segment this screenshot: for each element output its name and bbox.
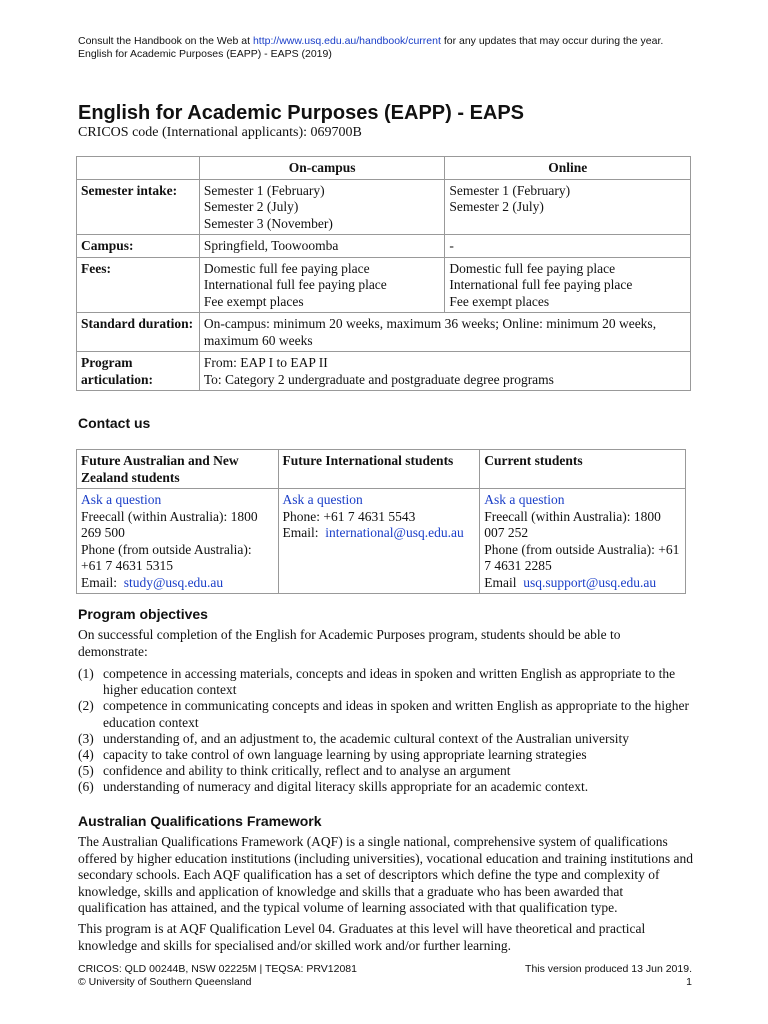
contact-heading: Contact us <box>78 415 151 431</box>
fee-item: Domestic full fee paying place <box>203 260 370 276</box>
item-text: competence in accessing materials, concepts and ideas in spoken and written English as appropriate to the higher education context <box>103 666 676 698</box>
fees-on-campus <box>199 257 445 313</box>
list-item <box>78 666 690 698</box>
freecall-text: Freecall (within Australia): 1800 269 500 <box>81 508 258 540</box>
table-header-row <box>77 157 691 180</box>
email-link[interactable]: international@usq.edu.au <box>325 525 464 540</box>
email-line <box>283 525 476 542</box>
item-text: capacity to take control of own language learning by using appropriate learning strategies <box>103 747 587 763</box>
table-row-articulation <box>77 352 691 391</box>
fees-online <box>445 257 691 313</box>
ask-question-link[interactable]: Ask a question <box>282 492 363 507</box>
footer-copyright: © University of Southern Queensland <box>78 975 252 988</box>
articulation-value <box>199 352 690 391</box>
row-label-duration: Standard duration: <box>77 313 200 352</box>
row-label-semester: Semester intake: <box>77 179 200 235</box>
contact-table <box>76 449 686 594</box>
handbook-link[interactable]: http://www.usq.edu.au/handbook/current <box>252 35 441 47</box>
empty-header-cell <box>77 157 200 180</box>
item-number: (3) <box>78 730 94 746</box>
email-link[interactable]: study@usq.edu.au <box>123 574 224 590</box>
item-number: (4) <box>78 747 94 763</box>
fee-item: Fee exempt places <box>449 293 550 309</box>
email-link[interactable]: usq.support@usq.edu.au <box>523 574 657 590</box>
articulation-from: From: EAP I to EAP II <box>203 355 328 370</box>
contact-col-current: Current students <box>480 450 686 489</box>
email-line <box>484 575 681 592</box>
aqf-paragraph-2: This program is at AQF Qualification Level 04. Graduates at this level will have theoretical and practical knowledge and skills for specialised and/or skilled work and/or further learning. <box>78 921 646 953</box>
semester-item: Semester 2 (July) <box>203 199 299 214</box>
cricos-code: CRICOS code (International applicants): 069700B <box>78 125 362 140</box>
col-header-on-campus: On-campus <box>199 157 445 180</box>
semester-item: Semester 1 (February) <box>203 182 325 198</box>
semester-online <box>445 179 691 235</box>
aqf-paragraph-1: The Australian Qualifications Framework (AQF) is a single national, comprehensive system of qualifications offered by higher education institutions (including universities), vocational education and training institutions and secondary schools. Each AQF qualification has a set of descriptors which define the type and complexity of knowledge, skills and application of knowledge and skills that a graduate who has been awarded that qualification has attained, and the typical volume of learning associated with that qualification type. <box>78 834 693 915</box>
footer-cricos: CRICOS: QLD 00244B, NSW 02225M | TEQSA: PRV12081 <box>78 963 357 975</box>
freecall-text: Freecall (within Australia): 1800 007 252 <box>484 508 661 540</box>
email-label: Email: <box>282 525 319 540</box>
table-row-fees <box>77 257 691 313</box>
page-title: English for Academic Purposes (EAPP) - EAPS <box>78 102 525 124</box>
semester-item: Semester 1 (February) <box>449 182 571 198</box>
item-text: understanding of, and an adjustment to, the academic cultural context of the Australian university <box>103 730 629 746</box>
item-text: competence in communicating concepts and ideas in spoken and written English as appropriate to the higher education context <box>103 698 689 730</box>
ask-question-link[interactable]: Ask a question <box>484 492 565 507</box>
footer-produced: This version produced 13 Jun 2019. <box>525 963 692 975</box>
phone-text: Phone: +61 7 4631 5543 <box>282 508 416 524</box>
table-row-campus <box>77 235 691 258</box>
articulation-to: To: Category 2 undergraduate and postgraduate degree programs <box>203 371 554 387</box>
contact-col-domestic: Future Australian and New Zealand students <box>77 450 279 489</box>
row-label-fees: Fees: <box>77 257 200 313</box>
list-item <box>78 763 690 779</box>
item-number: (5) <box>78 763 94 779</box>
row-label-campus: Campus: <box>77 235 200 258</box>
ask-question-link[interactable]: Ask a question <box>81 492 162 507</box>
item-number: (6) <box>78 779 94 795</box>
fee-item: Domestic full fee paying place <box>449 260 616 276</box>
contact-header-row <box>77 450 686 489</box>
row-label-articulation <box>77 352 200 391</box>
contact-domestic-cell <box>77 489 279 594</box>
footer-right <box>525 963 692 988</box>
semester-on-campus <box>199 179 445 235</box>
footer-left <box>78 963 357 988</box>
phone-text: Phone (from outside Australia): +61 7 4631 5315 <box>81 541 252 573</box>
item-number: (1) <box>78 666 94 681</box>
aqf-heading: Australian Qualifications Framework <box>78 813 322 829</box>
item-text: confidence and ability to think critically, reflect and to analyse an argument <box>103 763 511 779</box>
list-item <box>78 779 690 795</box>
contact-details-row <box>77 489 686 594</box>
page-header <box>78 35 663 61</box>
fee-item: International full fee paying place <box>449 277 633 292</box>
contact-current-cell <box>480 489 686 594</box>
table-row-duration <box>77 313 691 352</box>
contact-international-cell <box>278 489 480 594</box>
articulation-label-line: articulation: <box>81 371 153 387</box>
semester-item: Semester 3 (November) <box>203 215 333 231</box>
table-row-semester <box>77 179 691 235</box>
item-number: (2) <box>78 698 94 714</box>
list-item <box>78 731 690 747</box>
contact-col-international: Future International students <box>278 450 480 489</box>
email-label: Email: <box>81 574 117 590</box>
campus-online: - <box>445 235 691 258</box>
consult-line <box>78 35 663 48</box>
email-line <box>81 575 274 592</box>
header-subtitle: English for Academic Purposes (EAPP) - EAPS (2019) <box>78 48 332 60</box>
consult-suffix: for any updates that may occur during the year. <box>443 35 664 47</box>
list-item <box>78 747 690 763</box>
articulation-label-line: Program <box>81 355 133 370</box>
consult-prefix: Consult the Handbook on the Web at <box>78 35 251 47</box>
campus-on-campus: Springfield, Toowoomba <box>199 235 445 258</box>
objectives-heading: Program objectives <box>78 606 208 622</box>
phone-text: Phone (from outside Australia): +61 7 4631 2285 <box>484 541 680 573</box>
page-number: 1 <box>686 975 692 988</box>
objectives-list <box>78 666 690 796</box>
col-header-online: Online <box>445 157 691 180</box>
fee-item: Fee exempt places <box>203 293 304 309</box>
email-label: Email <box>484 574 517 590</box>
program-details-table <box>76 156 691 391</box>
list-item <box>78 698 690 730</box>
item-text: understanding of numeracy and digital literacy skills appropriate for an academic context. <box>103 779 589 795</box>
semester-item: Semester 2 (July) <box>449 199 544 214</box>
fee-item: International full fee paying place <box>203 277 387 292</box>
objectives-intro: On successful completion of the English for Academic Purposes program, students should be able to demonstrate: <box>78 627 621 659</box>
duration-value: On-campus: minimum 20 weeks, maximum 36 weeks; Online: minimum 20 weeks, maximum 60 weeks <box>199 313 690 352</box>
